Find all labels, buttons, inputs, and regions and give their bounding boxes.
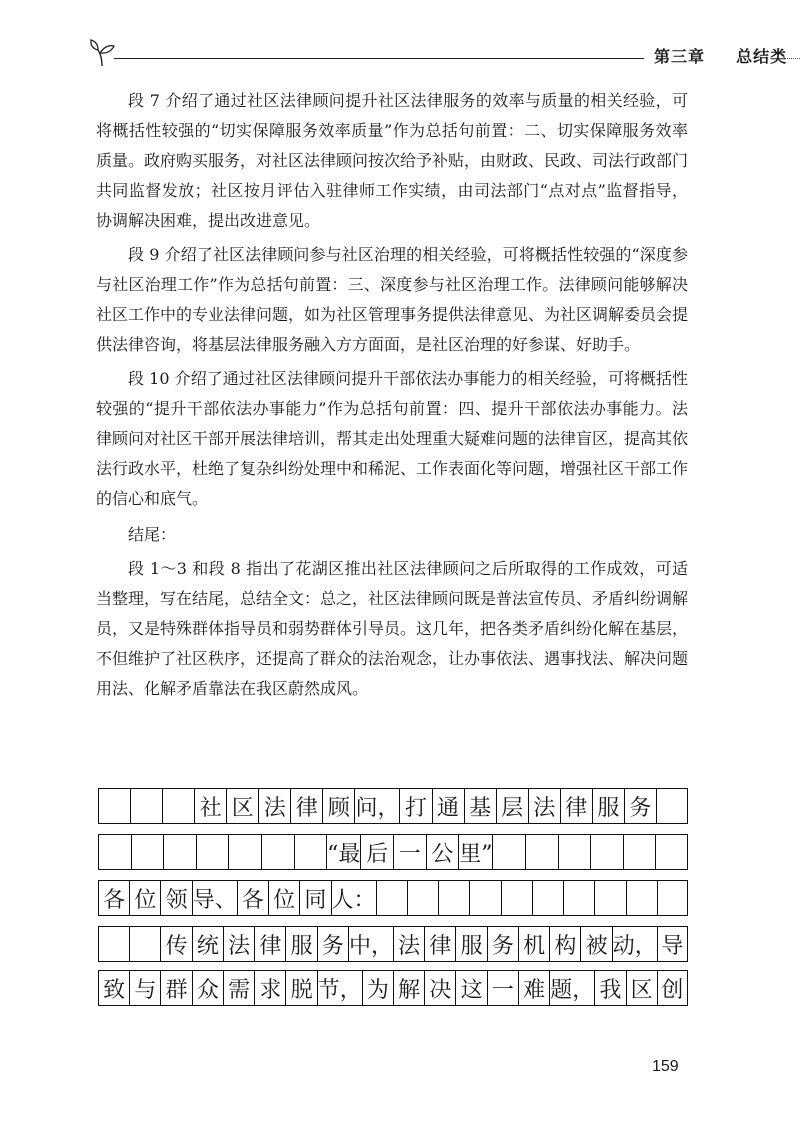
grid-cell: 传: [160, 927, 191, 961]
grid-row: [98, 788, 688, 824]
grid-cell: 难: [518, 971, 549, 1005]
grid-cell: [163, 835, 196, 869]
grid-cell: 各: [98, 881, 129, 915]
grid-cell: 构: [549, 927, 580, 961]
grid-cell: [294, 835, 327, 869]
grid-cell: 决: [424, 971, 455, 1005]
grid-cell: [655, 835, 688, 869]
grid-cell: 节，: [317, 971, 362, 1005]
grid-cell: [129, 927, 160, 961]
chapter-number: 第三章: [654, 47, 706, 66]
grid-cell: [98, 927, 129, 961]
grid-cell: 同: [299, 881, 330, 915]
grid-cell: [131, 835, 164, 869]
grid-cell: 里”: [458, 835, 492, 869]
grid-cell: 我: [594, 971, 625, 1005]
grid-cell: 务: [487, 927, 518, 961]
running-header: [88, 36, 788, 76]
paragraph: 段 9 介绍了社区法律顾问参与社区治理的相关经验，可将概括性较强的“深度参与社区治理工作”作为总括句前置：三、深度参与社区治理工作。法律顾问能够解决社区工作中的专业法律问题，如为社区管理事务提供法律意见、为社区调解委员会提供法律咨询，将基层法律服务融入方方面面，是社区治理的好参谋、好助手。: [96, 245, 689, 354]
grid-cell: 问，: [354, 789, 399, 823]
ending-label: 结尾：: [128, 525, 177, 544]
grid-cell: 一: [487, 971, 518, 1005]
grid-cell: [438, 881, 469, 915]
grid-cell: 各: [237, 881, 268, 915]
grid-cell: [558, 835, 591, 869]
grid-cell: 领: [160, 881, 191, 915]
grid-cell: 导: [657, 927, 688, 961]
grid-cell: 区: [226, 789, 258, 823]
grid-cell: 务: [624, 789, 656, 823]
grid-cell: 法: [223, 927, 254, 961]
grid-cell: [162, 789, 194, 823]
grid-cell: 导、: [192, 881, 237, 915]
header-rule: [114, 58, 644, 59]
grid-cell: 基: [464, 789, 496, 823]
page-number: 159: [652, 1058, 679, 1075]
grid-cell: 律: [560, 789, 592, 823]
grid-cell: 被: [580, 927, 611, 961]
grid-cell: 社: [194, 789, 226, 823]
grid-cell: “最: [326, 835, 360, 869]
grid-cell: 中，: [348, 927, 393, 961]
grid-cell: 脱: [285, 971, 316, 1005]
grid-cell: 为: [362, 971, 393, 1005]
grid-cell: 这: [455, 971, 486, 1005]
paragraph: 段 1～3 和段 8 指出了花湖区推出社区法律顾问之后所取得的工作成效，可适当整理，写在结尾，总结全文：总之，社区法律顾问既是普法宣传员、矛盾纠纷调解员，又是特殊群体指导员和弱势群体引导员。这几年，把各类矛盾纠纷化解在基层，不但维护了社区秩序，还提高了群众的法治观念，让办事依法、遇事找法、解决问题用法、化解矛盾靠法在我区蔚然成风。: [96, 559, 689, 698]
grid-cell: 一: [393, 835, 426, 869]
grid-cell: [525, 835, 558, 869]
paragraph: 段 10 介绍了通过社区法律顾问提升干部依法办事能力的相关经验，可将概括性较强的“提升干部依法办事能力”作为总括句前置：四、提升干部依法办事能力。法律顾问对社区干部开展法律培训，帮其走出处理重大疑难问题的法律盲区，提高其依法行政水平，杜绝了复杂纠纷处理中和稀泥、工作表面化等问题，增强社区干部工作的信心和底气。: [96, 369, 689, 508]
grid-cell: 律: [424, 927, 455, 961]
grid-cell: 律: [290, 789, 322, 823]
grid-cell: 法: [528, 789, 560, 823]
grid-cell: 群: [160, 971, 191, 1005]
grid-cell: [657, 881, 688, 915]
grid-cell: [469, 881, 500, 915]
grid-cell: 层: [496, 789, 528, 823]
grid-cell: 统: [192, 927, 223, 961]
grid-cell: [656, 789, 688, 823]
body-text: [96, 86, 688, 708]
grid-cell: [98, 789, 130, 823]
grid-cell: [532, 881, 563, 915]
grid-cell: [563, 881, 594, 915]
grid-cell: 众: [192, 971, 223, 1005]
grid-cell: [626, 881, 657, 915]
grid-cell: 区: [626, 971, 657, 1005]
grid-cell: 与: [129, 971, 160, 1005]
grid-cell: 通: [432, 789, 464, 823]
grid-cell: 动，: [612, 927, 657, 961]
section-title: 总结类: [736, 47, 788, 66]
grid-row: [98, 970, 688, 1006]
grid-cell: 题，: [549, 971, 594, 1005]
grid-cell: 后: [360, 835, 393, 869]
grid-cell: 机: [518, 927, 549, 961]
grid-cell: 服: [285, 927, 316, 961]
grid-cell: 法: [393, 927, 424, 961]
grid-cell: 顾: [322, 789, 354, 823]
grid-cell: 务: [317, 927, 348, 961]
grid-cell: 位: [129, 881, 160, 915]
grid-row: [98, 834, 688, 870]
grid-cell: 法: [258, 789, 290, 823]
grid-cell: 打: [399, 789, 431, 823]
grid-cell: 创: [657, 971, 688, 1005]
grid-row: [98, 926, 688, 962]
chapter-title: [654, 44, 787, 67]
grid-cell: [623, 835, 656, 869]
grid-cell: [98, 835, 131, 869]
grid-cell: [407, 881, 438, 915]
grid-cell: 服: [455, 927, 486, 961]
sprout-icon: [88, 36, 124, 72]
grid-cell: 服: [592, 789, 624, 823]
paragraph: 段 7 介绍了通过社区法律顾问提升社区法律服务的效率与质量的相关经验，可将概括性较强的“切实保障服务效率质量”作为总括句前置：二、切实保障服务效率质量。政府购买服务，对社区法律顾问按次给予补贴，由财政、民政、司法行政部门共同监督发放；社区按月评估入驻律师工作实绩，由司法部门“点对点”监督指导，协调解决困难，提出改进意见。: [96, 91, 689, 230]
header-dotted-rule: [778, 58, 800, 59]
grid-cell: [594, 881, 625, 915]
grid-row: [98, 880, 688, 916]
grid-cell: 人：: [331, 881, 376, 915]
grid-cell: 求: [254, 971, 285, 1005]
grid-cell: [228, 835, 261, 869]
grid-cell: [261, 835, 294, 869]
grid-cell: 位: [268, 881, 299, 915]
grid-cell: 需: [223, 971, 254, 1005]
grid-cell: 律: [254, 927, 285, 961]
grid-cell: 公: [426, 835, 459, 869]
grid-cell: [376, 881, 407, 915]
grid-cell: [501, 881, 532, 915]
grid-cell: 解: [393, 971, 424, 1005]
grid-cell: 致: [98, 971, 129, 1005]
grid-cell: [130, 789, 162, 823]
grid-cell: [590, 835, 623, 869]
grid-cell: [492, 835, 525, 869]
grid-cell: [196, 835, 229, 869]
